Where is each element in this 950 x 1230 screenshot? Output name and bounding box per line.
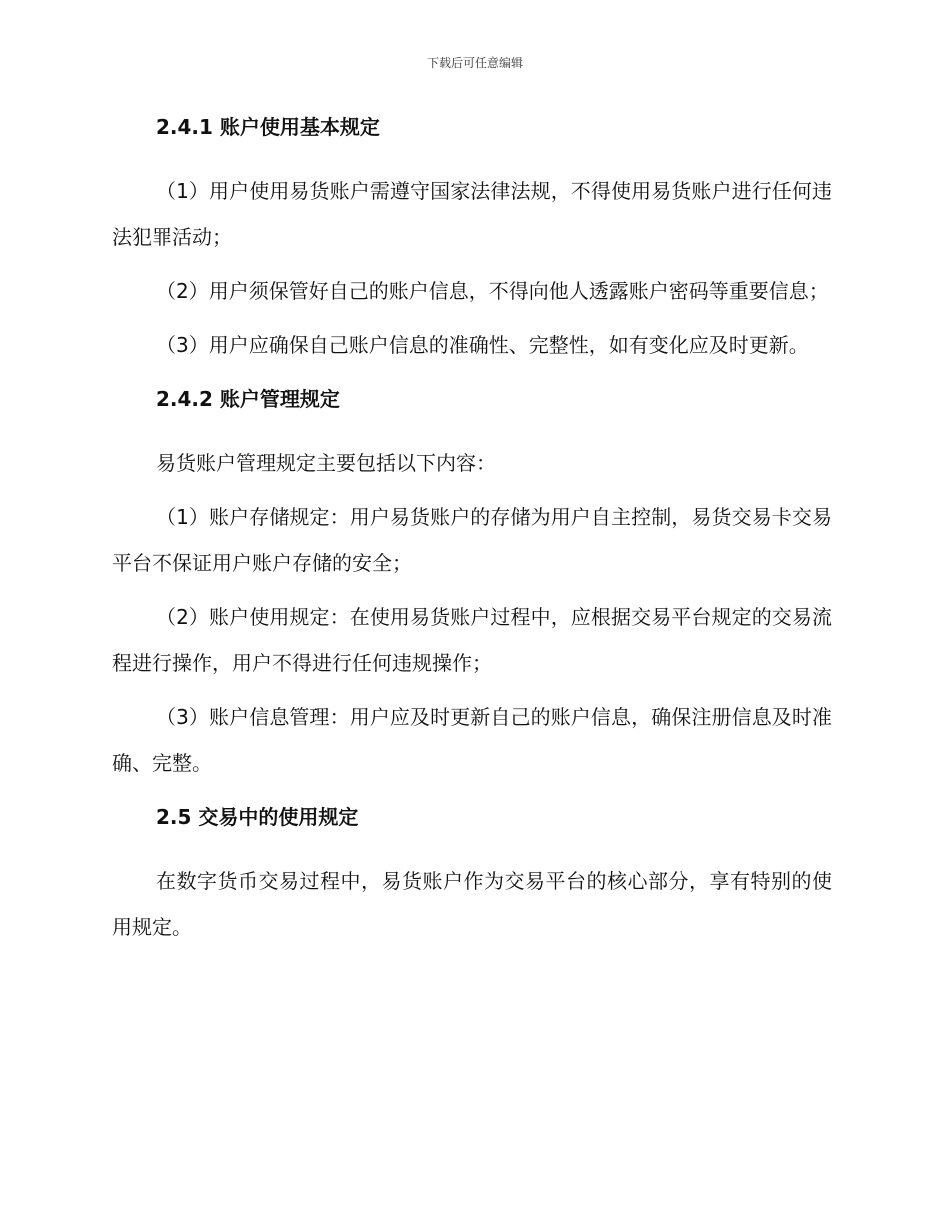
paragraph: （3）账户信息管理：用户应及时更新自己的账户信息，确保注册信息及时准确、完整。 (112, 705, 832, 775)
page-header-note: 下载后可任意编辑 (426, 56, 523, 70)
paragraph: 易货账户管理规定主要包括以下内容： (156, 451, 496, 475)
section-heading: 2.4.1 账户使用基本规定 (156, 115, 380, 139)
paragraph: （3）用户应确保自己账户信息的准确性、完整性，如有变化应及时更新。 (156, 333, 809, 357)
paragraph: （1）用户使用易货账户需遵守国家法律法规，不得使用易货账户进行任何违法犯罪活动； (112, 179, 832, 249)
section-heading: 2.5 交易中的使用规定 (156, 805, 359, 829)
paragraph: （2）账户使用规定：在使用易货账户过程中，应根据交易平台规定的交易流程进行操作，用户不得进行任何违规操作； (112, 605, 832, 675)
section-heading: 2.4.2 账户管理规定 (156, 387, 340, 411)
section-2-5 (112, 800, 832, 950)
section-2-4-2 (112, 382, 832, 786)
section-2-4-1 (112, 110, 832, 368)
paragraph: （2）用户须保管好自己的账户信息，不得向他人透露账户密码等重要信息； (156, 279, 829, 303)
paragraph: （1）账户存储规定：用户易货账户的存储为用户自主控制，易货交易卡交易平台不保证用户账户存储的安全； (112, 505, 832, 575)
paragraph: 在数字货币交易过程中，易货账户作为交易平台的核心部分，享有特别的使用规定。 (112, 869, 832, 939)
document-body (112, 110, 832, 958)
